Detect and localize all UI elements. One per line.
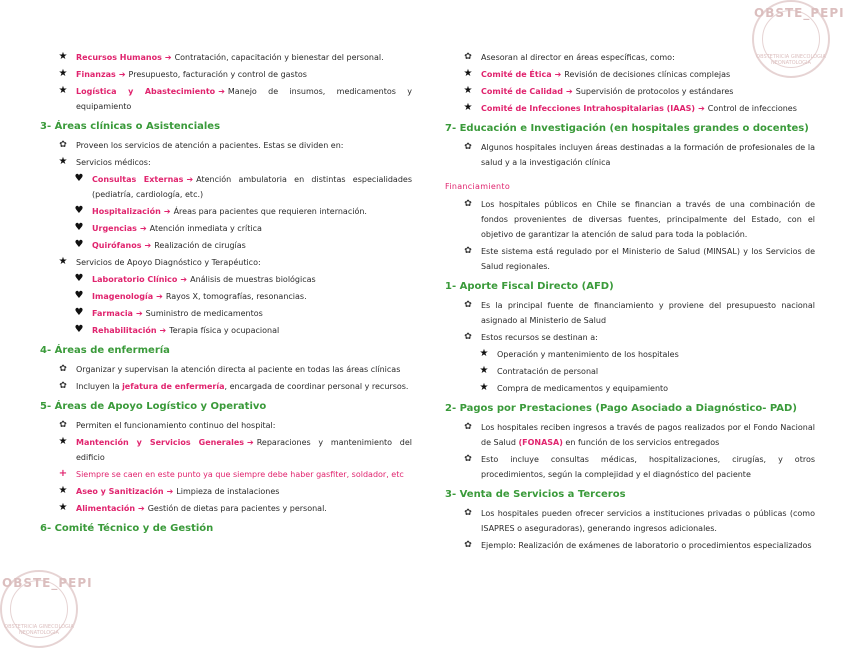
list-item: ♥ Quirófanos ➔ Realización de cirugías [40, 238, 412, 253]
arrow-icon: ➔ [163, 207, 171, 216]
arrow-icon: ➔ [180, 275, 188, 284]
list-item: ♥ Rehabilitación ➔ Terapia física y ocupacional [40, 323, 412, 338]
heart-icon: ♥ [74, 324, 84, 335]
star-icon: ★ [479, 348, 489, 359]
star-icon: ★ [58, 485, 68, 496]
section-heading: 6- Comité Técnico y de Gestión [40, 523, 214, 534]
section-heading: 3- Áreas clínicas o Asistenciales [40, 121, 221, 132]
obste-pepi-stamp: OBSTE_PEPI OBSTETRICIA GINECOLOGIA NEONATOLOGIA [752, 0, 830, 78]
star-icon: ★ [479, 365, 489, 376]
left-column [40, 50, 412, 540]
flower-icon: ✿ [59, 381, 67, 391]
section-heading: 1- Aporte Fiscal Directo (AFD) [445, 281, 614, 292]
arrow-icon: ➔ [156, 292, 163, 301]
heart-icon: ♥ [74, 290, 84, 301]
arrow-icon: ➔ [247, 438, 254, 447]
list-item: ♥ Farmacia ➔ Suministro de medicamentos [40, 306, 412, 321]
arrow-icon: ➔ [164, 53, 172, 62]
list-item: ★ Aseo y Sanitización ➔ Limpieza de instalaciones [40, 484, 412, 499]
flower-icon: ✿ [464, 246, 472, 256]
list-item: ✿ Organizar y supervisan la atención directa al paciente en todas las áreas clínicas [40, 362, 412, 377]
arrow-icon: ➔ [135, 309, 143, 318]
star-icon: ★ [58, 51, 68, 62]
star-icon: ★ [479, 382, 489, 393]
list-item: ♥ Consultas Externas ➔ Atención ambulatoria en distintas especialidades (pediatría, cardiología, etc.) [40, 172, 412, 202]
section-heading: 2- Pagos por Prestaciones (Pago Asociado a Diagnóstico- PAD) [445, 403, 797, 414]
list-item: ★ Comité de Infecciones Intrahospitalarias (IAAS) ➔ Control de infecciones [445, 101, 815, 116]
financiamiento-heading: Financiamiento [445, 182, 511, 191]
list-item: ★ Mantención y Servicios Generales ➔ Reparaciones y mantenimiento del edificio [40, 435, 412, 465]
list-item: ★ Comité de Calidad ➔ Supervisión de protocolos y estándares [445, 84, 815, 99]
heart-icon: ♥ [74, 307, 84, 318]
flower-icon: ✿ [464, 300, 472, 310]
list-item: ♥ Laboratorio Clínico ➔ Análisis de muestras biológicas [40, 272, 412, 287]
list-item: ★ Alimentación ➔ Gestión de dietas para pacientes y personal. [40, 501, 412, 516]
arrow-icon: ➔ [566, 87, 573, 96]
star-icon: ★ [58, 85, 68, 96]
list-item: ✿ Los hospitales pueden ofrecer servicios a instituciones privadas o públicas (como ISAPRES o aseguradoras), generando ingresos adicionales. [445, 506, 815, 536]
star-icon: ★ [58, 156, 68, 167]
list-item: ★ Contratación de personal [445, 364, 815, 379]
right-column [445, 50, 815, 555]
list-item: ✿ Permiten el funcionamiento continuo del hospital: [40, 418, 412, 433]
list-item: ★ Comité de Ética ➔ Revisión de decisiones clínicas complejas [445, 67, 815, 82]
obste-pepi-stamp: OBSTE_PEPI OBSTETRICIA GINECOLOGIA NEONATOLOGIA [0, 570, 78, 648]
list-item: ✿ Estos recursos se destinan a: [445, 330, 815, 345]
list-item: ★ Compra de medicamentos y equipamiento [445, 381, 815, 396]
list-item: ✿ Esto incluye consultas médicas, hospitalizaciones, cirugías, y otros procedimientos, según la complejidad y el diagnóstico del paciente [445, 452, 815, 482]
list-item: ★ Servicios médicos: [40, 155, 412, 170]
flower-icon: ✿ [464, 199, 472, 209]
list-item: ✿ Los hospitales reciben ingresos a través de pagos realizados por el Fondo Nacional de Salud (FONASA) en función de los servicios entregados [445, 420, 815, 450]
flower-icon: ✿ [464, 142, 472, 152]
flower-icon: ✿ [59, 420, 67, 430]
list-item: ✿ Incluyen la jefatura de enfermería, encargada de coordinar personal y recursos. [40, 379, 412, 394]
flower-icon: ✿ [59, 140, 67, 150]
heart-icon: ♥ [74, 273, 84, 284]
arrow-icon: ➔ [118, 70, 126, 79]
list-item: ★ Finanzas ➔ Presupuesto, facturación y control de gastos [40, 67, 412, 82]
section-heading: 3- Venta de Servicios a Terceros [445, 489, 626, 500]
star-icon: ★ [58, 256, 68, 267]
flower-icon: ✿ [464, 508, 472, 518]
list-item: ✿ Ejemplo: Realización de exámenes de laboratorio o procedimientos especializados [445, 538, 815, 553]
list-item: ★ Servicios de Apoyo Diagnóstico y Terapéutico: [40, 255, 412, 270]
arrow-icon: ➔ [554, 70, 562, 79]
section-heading: 5- Áreas de Apoyo Logístico y Operativo [40, 401, 267, 412]
arrow-icon: ➔ [166, 487, 174, 496]
list-item: ★ Operación y mantenimiento de los hospitales [445, 347, 815, 362]
list-item: ✿ Los hospitales públicos en Chile se financian a través de una combinación de fondos provenientes de diversas fuentes, principalmente del Estado, con el objetivo de garantizar la atención de salud para toda la población. [445, 197, 815, 242]
star-icon: ★ [463, 85, 473, 96]
list-item: ✿ Asesoran al director en áreas específicas, como: [445, 50, 815, 65]
flower-icon: ✿ [464, 454, 472, 464]
star-icon: ★ [58, 436, 68, 447]
star-icon: ★ [58, 68, 68, 79]
heart-icon: ♥ [74, 173, 84, 184]
flower-icon: ✿ [59, 364, 67, 374]
arrow-icon: ➔ [218, 87, 225, 96]
list-item: ★ Recursos Humanos ➔ Contratación, capacitación y bienestar del personal. [40, 50, 412, 65]
flower-icon: ✿ [464, 422, 472, 432]
flower-icon: ✿ [464, 52, 472, 62]
arrow-icon: ➔ [138, 504, 145, 513]
heart-icon: ♥ [74, 222, 84, 233]
section-heading: 7- Educación e Investigación (en hospitales grandes o docentes) [445, 123, 809, 134]
list-item: ✿ Algunos hospitales incluyen áreas destinadas a la formación de profesionales de la salud y a la investigación clínica [445, 140, 815, 170]
star-icon: ★ [58, 502, 68, 513]
list-item: ♥ Urgencias ➔ Atención inmediata y crítica [40, 221, 412, 236]
arrow-icon: ➔ [186, 175, 194, 184]
star-icon: ★ [463, 68, 473, 79]
arrow-icon: ➔ [139, 224, 147, 233]
arrow-icon: ➔ [159, 326, 167, 335]
flower-icon: ✿ [464, 332, 472, 342]
star-icon: ★ [463, 102, 473, 113]
section-heading: 4- Áreas de enfermería [40, 345, 170, 356]
list-item: ★ Logística y Abastecimiento ➔ Manejo de insumos, medicamentos y equipamiento [40, 84, 412, 114]
arrow-icon: ➔ [144, 241, 152, 250]
heart-icon: ♥ [74, 239, 84, 250]
list-item: ✿ Proveen los servicios de atención a pacientes. Estas se dividen en: [40, 138, 412, 153]
note-item: + Siempre se caen en este punto ya que siempre debe haber gasfiter, soldador, etc [40, 467, 412, 482]
arrow-icon: ➔ [698, 104, 705, 113]
plus-icon: + [58, 468, 68, 479]
heart-icon: ♥ [74, 205, 84, 216]
list-item: ♥ Imagenología ➔ Rayos X, tomografías, resonancias. [40, 289, 412, 304]
list-item: ✿ Este sistema está regulado por el Ministerio de Salud (MINSAL) y los Servicios de Salud regionales. [445, 244, 815, 274]
list-item: ✿ Es la principal fuente de financiamiento y proviene del presupuesto nacional asignado al Ministerio de Salud [445, 298, 815, 328]
list-item: ♥ Hospitalización ➔ Áreas para pacientes que requieren internación. [40, 204, 412, 219]
flower-icon: ✿ [464, 540, 472, 550]
